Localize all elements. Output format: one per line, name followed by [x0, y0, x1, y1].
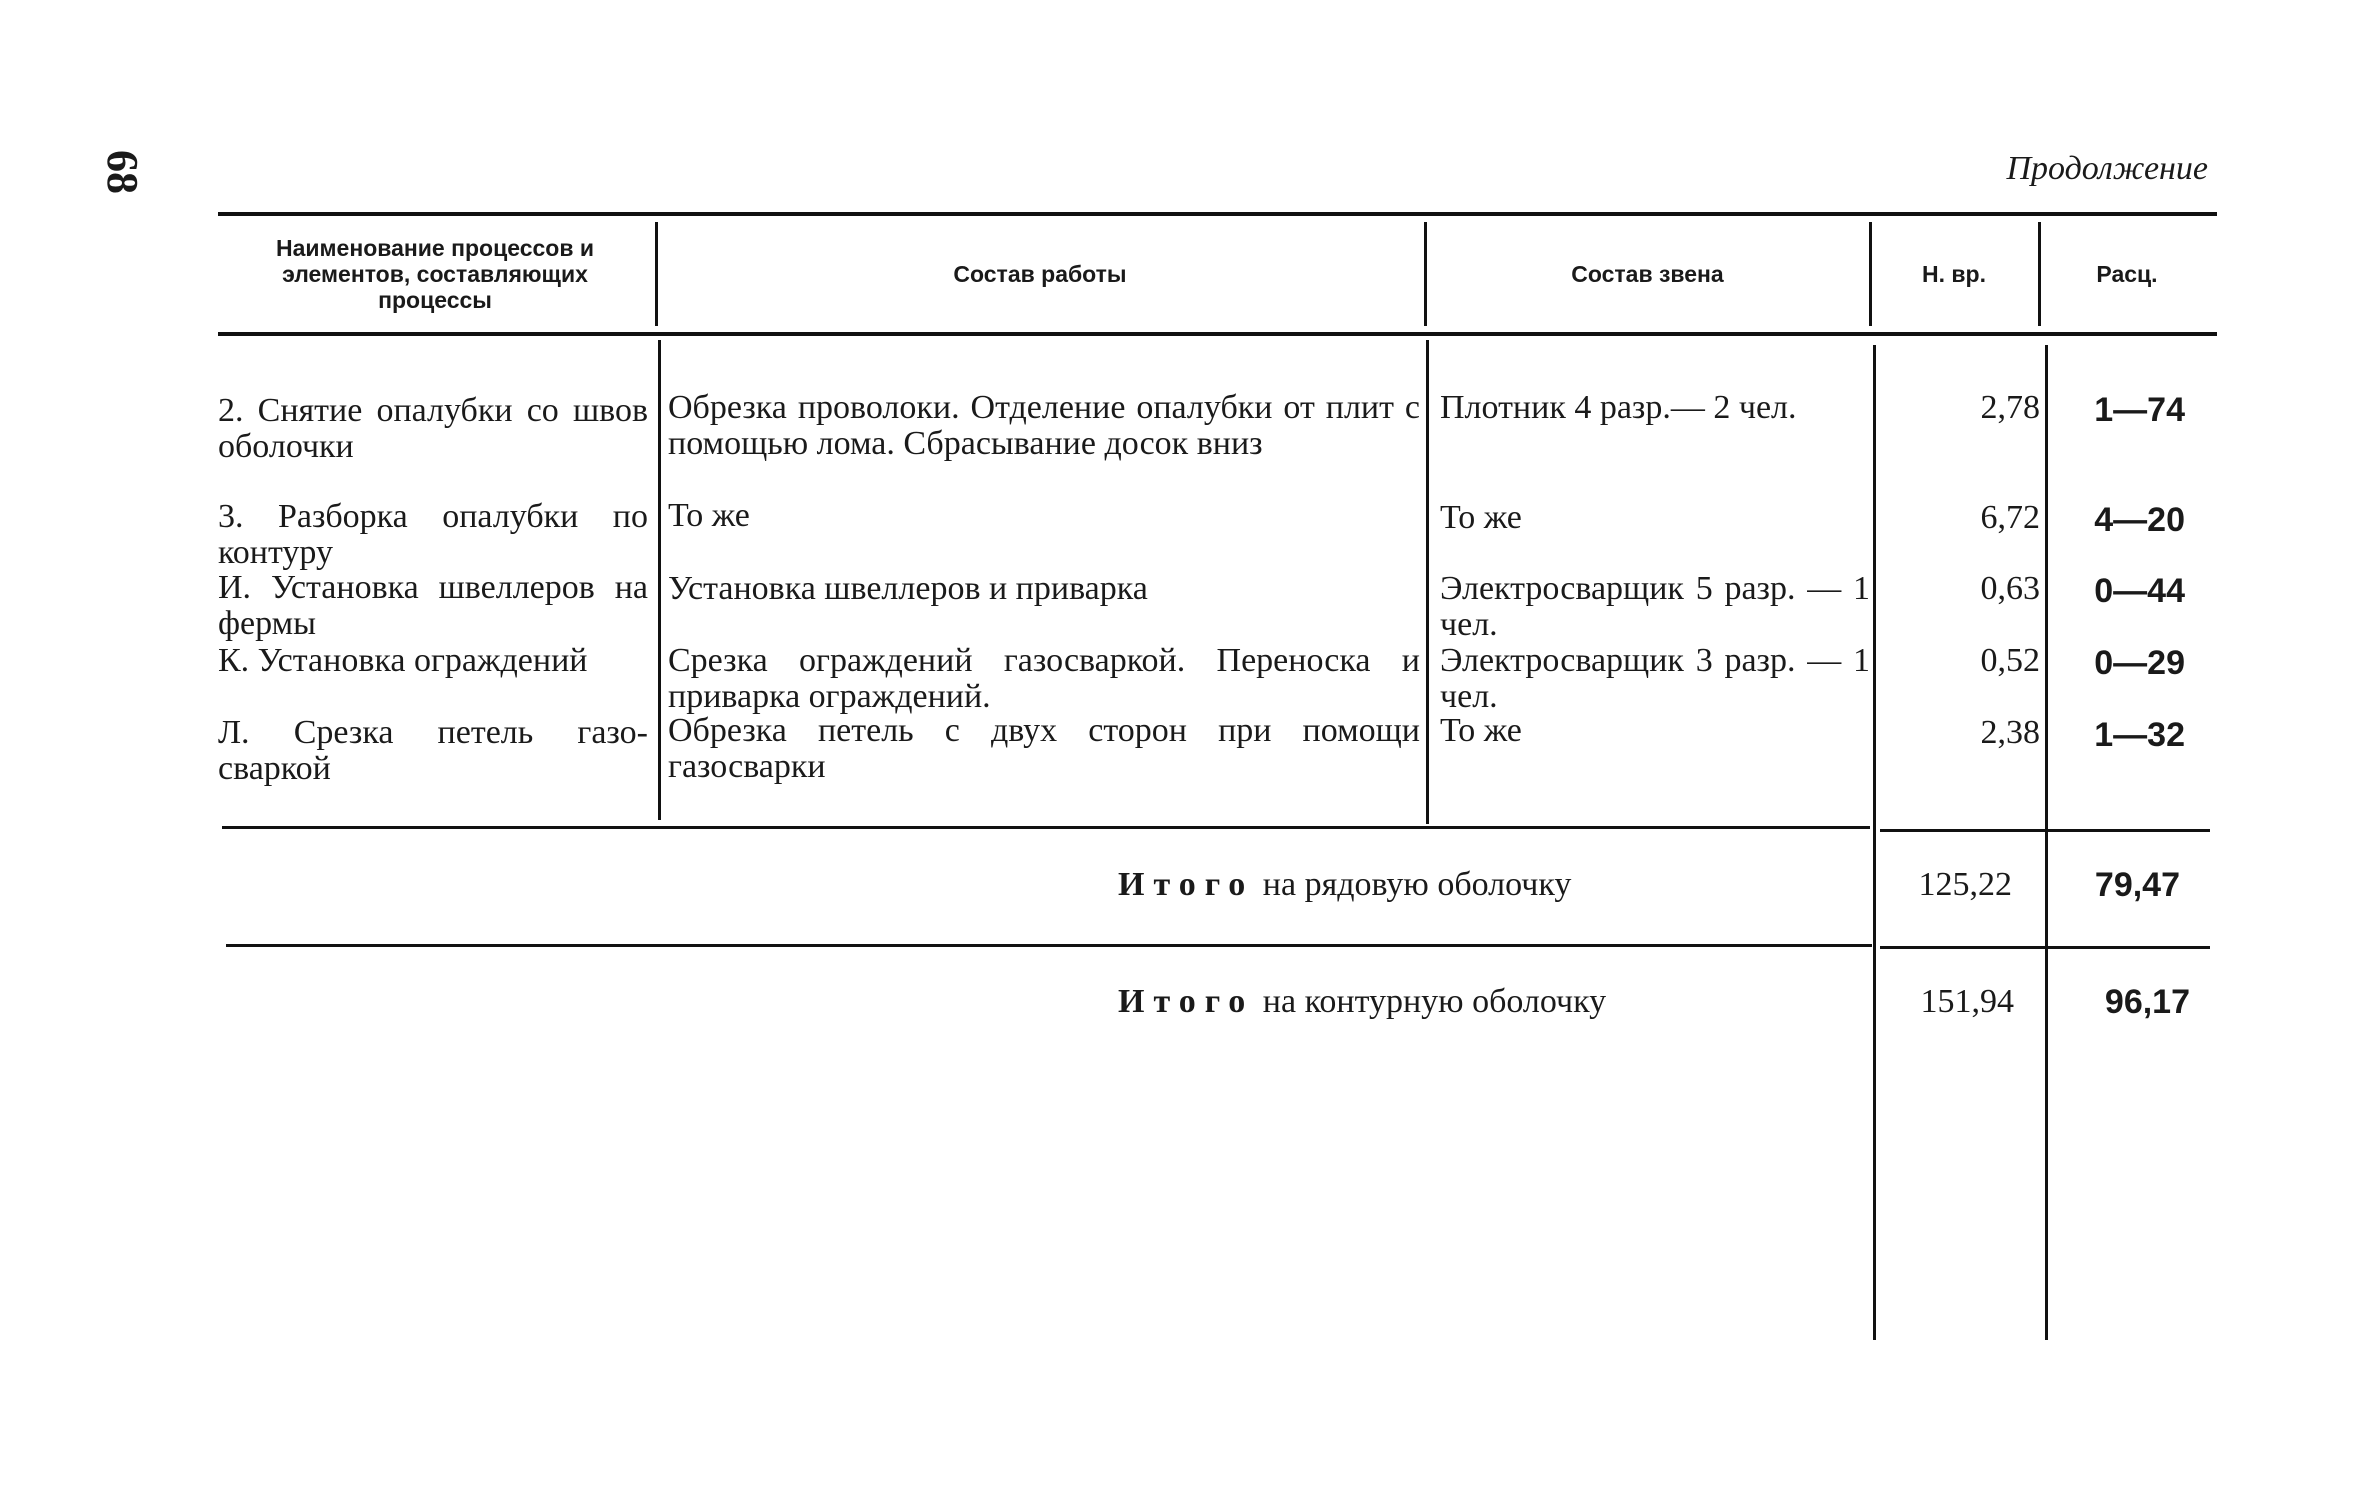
totals-rule-1 [222, 826, 1870, 829]
continued-label: Продолжение [2006, 150, 2208, 187]
total-word: Итого [1118, 983, 1255, 1020]
total-pay: 79,47 [2094, 866, 2180, 904]
row-hours: 0,52 [1980, 642, 2040, 679]
total-hours: 125,22 [1918, 866, 2012, 903]
header-crew: Состав звена [1571, 261, 1724, 287]
row-crew: То же [1440, 499, 1522, 536]
header-col-sep-4 [2038, 222, 2041, 326]
row-work: То же [668, 497, 750, 534]
body-col-sep-2 [1426, 340, 1429, 824]
row-crew: То же [1440, 712, 1522, 749]
row-work: Установка швеллеров и приварка [668, 570, 1148, 607]
row-hours: 6,72 [1980, 499, 2040, 536]
header-work: Состав работы [953, 261, 1127, 287]
row-work: Обрезка петель с двух сторон при помощи газосварки [668, 712, 1420, 785]
row-crew: Электросварщик 5 разр. — 1 чел. [1440, 570, 1870, 643]
header-pay: Расц. [2096, 261, 2158, 287]
header-hours: Н. вр. [1922, 261, 1986, 287]
row-crew: Плотник 4 разр.— 2 чел. [1440, 389, 1797, 426]
total-word: Итого [1118, 866, 1255, 903]
row-work: Срезка ограждений газосваркой. Переноска и приварка ограждений. [668, 642, 1420, 715]
row-pay: 0—44 [2094, 572, 2185, 610]
total-label-contour [1118, 983, 1606, 1021]
row-work: Обрезка проволоки. Отделение опалубки от плит с помощью лома. Сбрасывание досок вниз [668, 389, 1420, 462]
header-col-sep-2 [1424, 222, 1427, 326]
total-hours: 151,94 [1920, 983, 2014, 1020]
total-pay: 96,17 [2104, 983, 2190, 1021]
row-name: И. Установка швеллеров на фермы [218, 569, 648, 642]
row-pay: 0—29 [2094, 644, 2185, 682]
totals-rule-2-right [1880, 946, 2210, 949]
row-name: 2. Снятие опалубки со швов оболочки [218, 392, 648, 465]
row-hours: 0,63 [1980, 570, 2040, 607]
table-top-rule [218, 212, 2217, 216]
header-col-sep-1 [655, 222, 658, 326]
row-hours: 2,78 [1980, 389, 2040, 426]
body-col-sep-4 [2045, 345, 2048, 1340]
total-rest: на контурную оболочку [1262, 983, 1607, 1020]
row-pay: 1—32 [2094, 716, 2185, 754]
header-bottom-rule [218, 332, 2217, 336]
totals-rule-1-right [1880, 829, 2210, 832]
header-name: Наименование процессов и элементов, составляющих процессы [275, 235, 595, 313]
row-hours: 2,38 [1980, 714, 2040, 751]
row-pay: 1—74 [2094, 391, 2185, 429]
page-number: 68 [98, 150, 147, 194]
body-col-sep-1 [658, 340, 661, 820]
row-name: 3. Разборка опалубки по контуру [218, 498, 648, 571]
total-label-row [1118, 866, 1571, 904]
body-col-sep-3 [1873, 345, 1876, 1340]
row-crew: Электросварщик 3 разр. — 1 чел. [1440, 642, 1870, 715]
row-name: Л. Срезка петель газо-сваркой [218, 714, 648, 787]
total-rest: на рядовую оболочку [1262, 866, 1572, 903]
row-pay: 4—20 [2094, 501, 2185, 539]
row-name: К. Установка ограждений [218, 642, 588, 679]
totals-rule-2 [226, 944, 1872, 947]
